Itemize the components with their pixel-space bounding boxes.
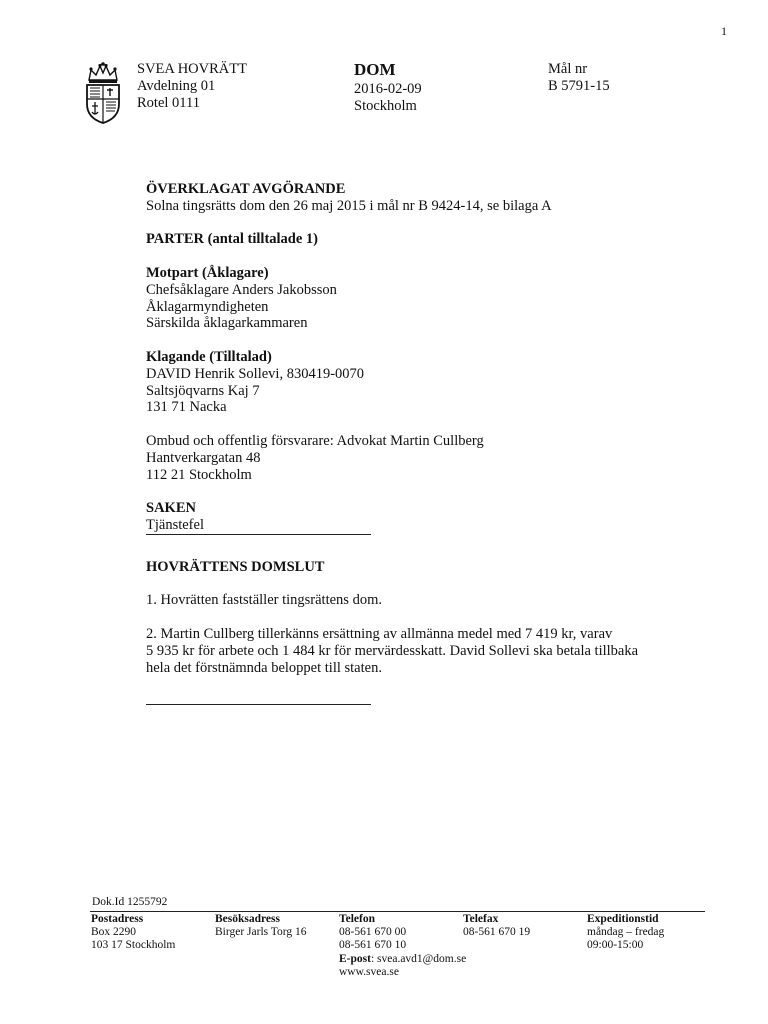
ombud-line: Ombud och offentlig försvarare: Advokat Martin Cullberg: [146, 432, 484, 449]
coat-of-arms-icon: [80, 62, 126, 124]
footer-email-address[interactable]: : svea.avd1@dom.se: [370, 952, 467, 965]
appealed-text: Solna tingsrätts dom den 26 maj 2015 i mål nr B 9424-14, se bilaga A: [146, 197, 552, 214]
ombud-line: 112 21 Stockholm: [146, 466, 252, 483]
court-department: Avdelning 01: [137, 77, 216, 94]
footer-value: 103 17 Stockholm: [91, 939, 176, 952]
footer-rule: [90, 911, 705, 912]
domslut-item-2-line: 5 935 kr för arbete och 1 484 kr för mervärdesskatt. David Sollevi ska betala tillbaka: [146, 642, 639, 659]
ombud-line: Hantverkargatan 48: [146, 449, 261, 466]
case-number-block: [548, 61, 610, 95]
document-id: Dok.Id 1255792: [92, 896, 168, 908]
case-number: B 5791-15: [548, 77, 610, 94]
footer-value: måndag – fredag: [587, 926, 665, 939]
court-name-block: [137, 61, 247, 111]
klagande-line: Saltsjöqvarns Kaj 7: [146, 382, 260, 399]
klagande-line: 131 71 Nacka: [146, 399, 227, 416]
document-type: DOM: [354, 60, 396, 79]
domslut-item-2-line: 2. Martin Cullberg tillerkänns ersättning av allmänna medel med 7 419 kr, varav: [146, 625, 613, 642]
section-divider: [146, 704, 371, 705]
domslut-item-2-line: hela det förstnämnda beloppet till staten.: [146, 659, 382, 676]
footer-label: Telefax: [463, 913, 499, 925]
footer-besoksadress: [215, 913, 307, 939]
page-number: 1: [721, 24, 727, 38]
footer-email: [339, 953, 466, 966]
court-name: SVEA HOVRÄTT: [137, 61, 247, 77]
case-number-label: Mål nr: [548, 61, 588, 77]
footer-telefax: [463, 913, 530, 939]
appealed-heading: ÖVERKLAGAT AVGÖRANDE: [146, 181, 346, 197]
footer-value: 08-561 670 10: [339, 939, 407, 952]
court-rotel: Rotel 0111: [137, 94, 200, 111]
footer-postadress: [91, 913, 175, 953]
parties-heading: PARTER (antal tilltalade 1): [146, 231, 319, 248]
footer-telefon: [339, 913, 466, 979]
footer-value: 08-561 670 00: [339, 926, 407, 939]
footer-value: 09:00-15:00: [587, 939, 644, 952]
footer-label: Besöksadress: [215, 913, 280, 925]
footer-value: Birger Jarls Torg 16: [215, 926, 307, 939]
klagande-heading: Klagande (Tilltalad): [146, 348, 272, 365]
document-city: Stockholm: [354, 97, 417, 114]
date-location-block: [354, 81, 422, 115]
saken-heading: SAKEN: [146, 500, 196, 517]
judgment-body: [146, 181, 638, 705]
footer-email-label: E-post: [339, 952, 371, 965]
domslut-item-1: 1. Hovrätten fastställer tingsrättens dom.: [146, 592, 382, 609]
motpart-line: Åklagarmyndigheten: [146, 298, 269, 315]
motpart-line: Särskilda åklagarkammaren: [146, 315, 308, 332]
klagande-line: DAVID Henrik Sollevi, 830419-0070: [146, 365, 365, 382]
motpart-line: Chefsåklagare Anders Jakobsson: [146, 281, 337, 298]
saken-text: Tjänstefel: [146, 516, 204, 533]
footer-website[interactable]: www.svea.se: [339, 965, 399, 978]
footer-value: 08-561 670 19: [463, 926, 531, 939]
footer-label: Postadress: [91, 913, 144, 925]
motpart-heading: Motpart (Åklagare): [146, 264, 269, 281]
footer-label: Expeditionstid: [587, 913, 659, 925]
domslut-heading: HOVRÄTTENS DOMSLUT: [146, 558, 325, 575]
footer-expeditionstid: [587, 913, 664, 953]
document-date: 2016-02-09: [354, 81, 422, 97]
footer-value: Box 2290: [91, 926, 137, 939]
footer-label: Telefon: [339, 913, 375, 925]
